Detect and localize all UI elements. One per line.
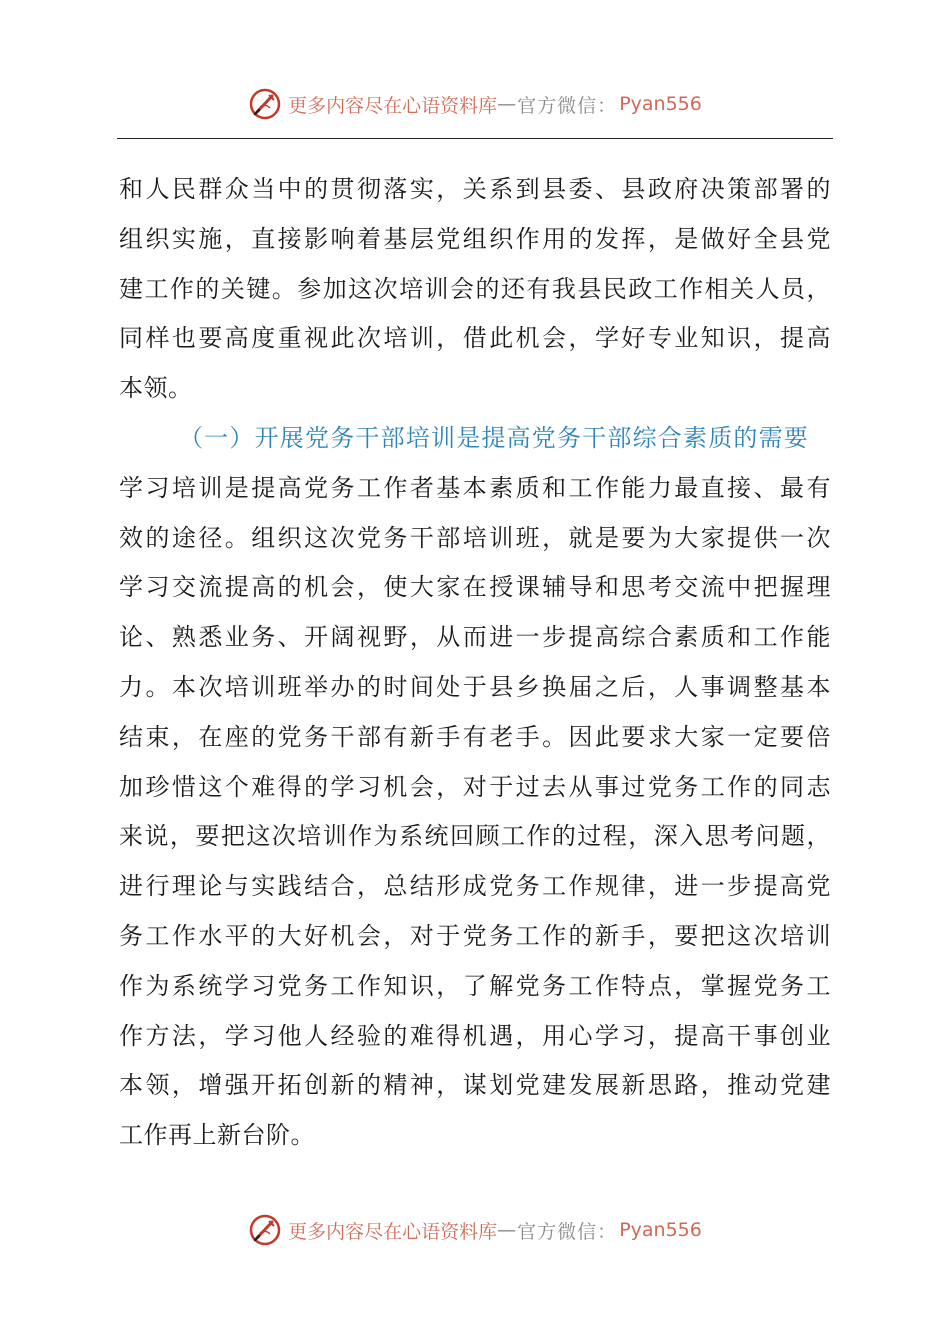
- body-line: 组织实施，直接影响着基层党组织作用的发挥，是做好全县党: [119, 224, 831, 253]
- footer-dash: —: [497, 1219, 518, 1241]
- body-line: 和人民群众当中的贯彻落实，关系到县委、县政府决策部署的: [119, 175, 831, 203]
- header-dash: —: [497, 93, 518, 115]
- footer-banner: [0, 1210, 950, 1250]
- header-wechat-id: Pyan556: [619, 93, 702, 115]
- body-line: 力。本次培训班举办的时间处于县乡换届之后，人事调整基本: [119, 672, 831, 701]
- header-official-label: 官方微信：: [517, 94, 618, 117]
- body-line: 论、熟悉业务、开阔视野，从而进一步提高综合素质和工作能: [119, 623, 831, 652]
- header-brand-text: 更多内容尽在心语资料库: [288, 94, 498, 117]
- body-line: 本领。: [119, 374, 193, 403]
- body-line: 学习培训是提高党务工作者基本素质和工作能力最直接、最有: [119, 473, 831, 502]
- pen-logo-icon: [248, 87, 282, 121]
- footer-wechat-id: Pyan556: [619, 1219, 702, 1241]
- body-line: 来说，要把这次培训作为系统回顾工作的过程，深入思考问题，: [119, 822, 831, 851]
- body-line: 结束，在座的党务干部有新手有老手。因此要求大家一定要倍: [119, 722, 831, 751]
- body-line: 工作再上新台阶。: [119, 1121, 315, 1150]
- footer-brand-text: 更多内容尽在心语资料库: [288, 1220, 498, 1243]
- footer-official-label: 官方微信：: [517, 1220, 618, 1243]
- body-line: 本领，增强开拓创新的精神，谋划党建发展新思路，推动党建: [119, 1071, 831, 1100]
- body-line: 作方法，学习他人经验的难得机遇，用心学习，提高干事创业: [119, 1021, 831, 1050]
- body-line: 务工作水平的大好机会，对于党务工作的新手，要把这次培训: [119, 921, 831, 950]
- header-divider: [117, 138, 833, 139]
- body-line: 同样也要高度重视此次培训，借此机会，学好专业知识，提高: [119, 324, 831, 353]
- section-heading: （一）开展党务干部培训是提高党务干部综合素质的需要: [179, 423, 809, 452]
- body-line: 作为系统学习党务工作知识，了解党务工作特点，掌握党务工: [119, 971, 831, 1000]
- header-banner: [0, 84, 950, 124]
- pen-logo-icon: [248, 1213, 282, 1247]
- body-line: 学习交流提高的机会，使大家在授课辅导和思考交流中把握理: [119, 573, 831, 602]
- document-body: [119, 165, 831, 1161]
- body-line: 效的途径。组织这次党务干部培训班，就是要为大家提供一次: [119, 523, 831, 552]
- body-line: 建工作的关键。参加这次培训会的还有我县民政工作相关人员，: [119, 274, 831, 303]
- body-line: 进行理论与实践结合，总结形成党务工作规律，进一步提高党: [119, 872, 831, 901]
- body-line: 加珍惜这个难得的学习机会，对于过去从事过党务工作的同志: [119, 772, 831, 801]
